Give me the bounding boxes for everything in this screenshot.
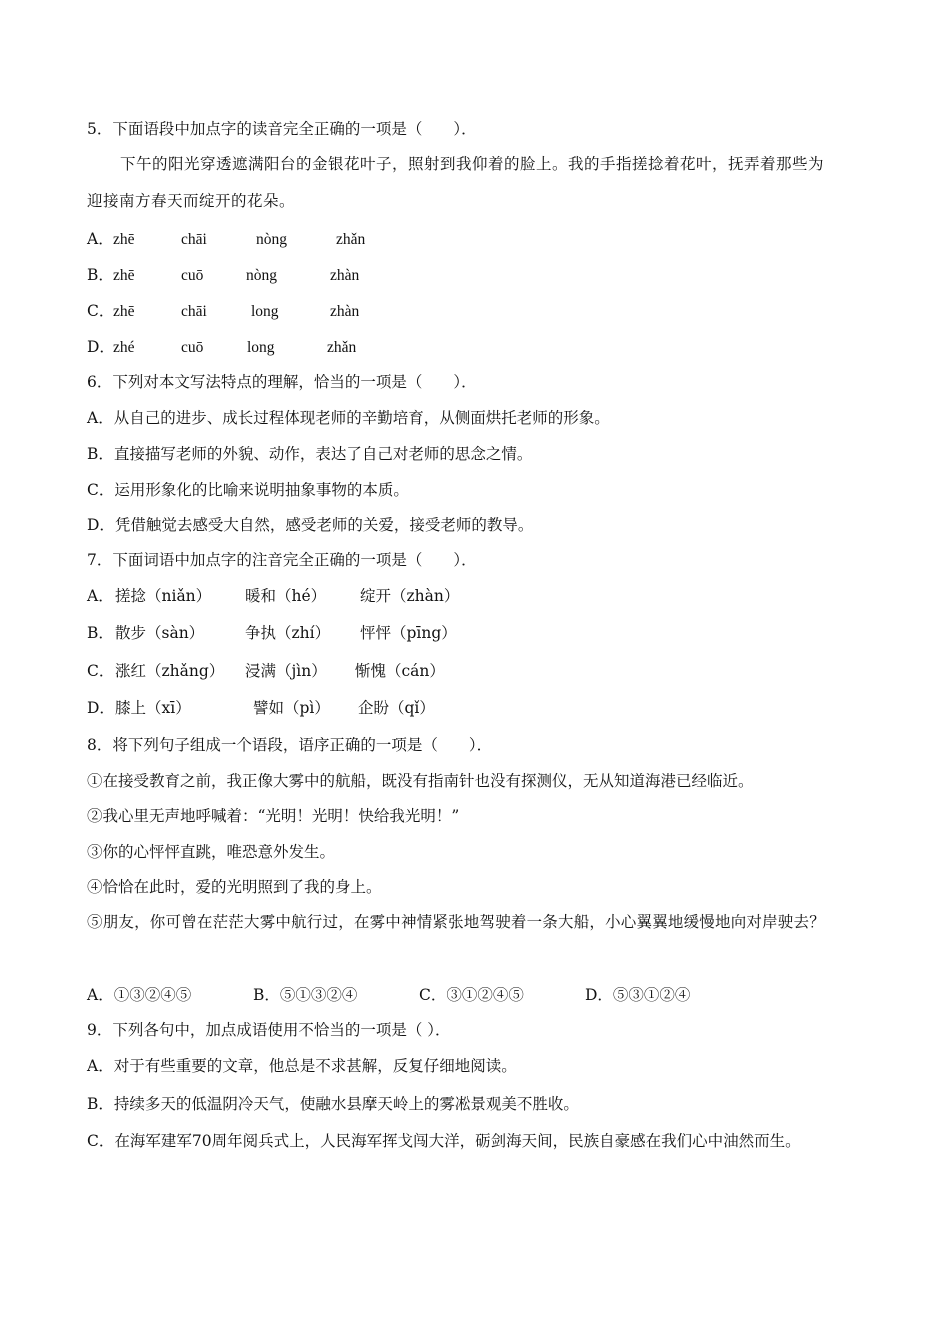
word-item: 绽开（zhàn）	[360, 587, 460, 605]
pinyin: nòng	[256, 231, 287, 248]
option-label: B．	[87, 624, 114, 642]
pinyin: zhǎn	[336, 231, 366, 248]
pinyin: chāi	[181, 231, 207, 248]
q9-option-b: B．持续多天的低温阴冷天气，使融水县摩天岭上的雾凇景观美不胜收。	[87, 1095, 579, 1113]
option-label: C．	[87, 662, 115, 680]
word-item: 企盼（qǐ）	[358, 699, 435, 717]
pinyin: zhē	[113, 303, 135, 320]
q8-stem: 8．将下列句子组成一个语段，语序正确的一项是（ ）．	[87, 736, 493, 754]
q7-option-b	[87, 622, 890, 644]
word-item: 惭愧（cán）	[355, 662, 445, 680]
pinyin: long	[247, 339, 275, 356]
answer-option: A．①③②④⑤	[87, 986, 192, 1004]
q8-sentence-4: ④恰恰在此时，爱的光明照到了我的身上。	[87, 878, 382, 896]
option-label: D．	[87, 338, 115, 356]
q5-option-d	[87, 336, 890, 359]
q6-option-b: B．直接描写老师的外貌、动作，表达了自己对老师的思念之情。	[87, 445, 533, 463]
q7-stem: 7．下面词语中加点字的注音完全正确的一项是（ ）．	[87, 551, 477, 569]
pinyin: zhàn	[330, 303, 360, 320]
word-item: 涨红（zhǎng）	[115, 662, 225, 680]
q5-option-c	[87, 300, 890, 323]
pinyin: long	[251, 303, 279, 320]
pinyin: zhē	[113, 267, 135, 284]
q8-sentence-2: ②我心里无声地呼喊着：“光明！光明！快给我光明！”	[87, 807, 460, 825]
word-item: 散步（sàn）	[115, 624, 205, 642]
answer-option: C．③①②④⑤	[419, 986, 524, 1004]
q9-option-a: A．对于有些重要的文章，他总是不求甚解，反复仔细地阅读。	[87, 1057, 517, 1075]
pinyin: zhǎn	[327, 339, 357, 356]
word-item: 暖和（hé）	[245, 587, 327, 605]
option-label: B．	[87, 266, 114, 284]
q5-passage-line2: 迎接南方春天而绽开的花朵。	[87, 192, 296, 210]
word-item: 争执（zhí）	[245, 624, 331, 642]
q6-option-d: D．凭借触觉去感受大自然，感受老师的关爱，接受老师的教导。	[87, 516, 534, 534]
word-item: 浸满（jìn）	[245, 662, 327, 680]
pinyin: zhē	[113, 231, 135, 248]
word-item: 譬如（pì）	[253, 699, 330, 717]
q5-option-a	[87, 228, 890, 251]
word-item: 搓捻（niǎn）	[115, 587, 212, 605]
q5-option-b	[87, 264, 890, 287]
q7-option-c	[87, 660, 890, 682]
q6-option-a: A．从自己的进步、成长过程体现老师的辛勤培育，从侧面烘托老师的形象。	[87, 409, 610, 427]
word-item: 怦怦（pīng）	[360, 624, 457, 642]
pinyin: chāi	[181, 303, 207, 320]
option-label: A．	[87, 230, 114, 248]
q7-option-d	[87, 697, 890, 719]
option-label: C．	[87, 302, 115, 320]
q6-option-c: C．运用形象化的比喻来说明抽象事物的本质。	[87, 481, 409, 499]
word-item: 膝上（xī）	[115, 699, 191, 717]
pinyin: zhàn	[330, 267, 360, 284]
answer-option: B．⑤①③②④	[253, 986, 358, 1004]
q8-answers	[87, 984, 890, 1006]
q6-stem: 6．下列对本文写法特点的理解，恰当的一项是（ ）．	[87, 373, 477, 391]
q9-stem: 9．下列各句中，加点成语使用不恰当的一项是（ ）．	[87, 1021, 451, 1039]
pinyin: nòng	[246, 267, 277, 284]
pinyin: cuō	[181, 267, 204, 284]
q7-option-a	[87, 585, 890, 607]
q8-sentence-5: ⑤朋友，你可曾在茫茫大雾中航行过，在雾中神情紧张地驾驶着一条大船，小心翼翼地缓慢地向对岸驶去？	[87, 913, 825, 931]
answer-option: D．⑤③①②④	[585, 986, 691, 1004]
q5-passage-line1: 下午的阳光穿透遮满阳台的金银花叶子，照射到我仰着的脸上。我的手指搓捻着花叶，抚弄着那些为	[120, 155, 825, 173]
q5-stem: 5．下面语段中加点字的读音完全正确的一项是（ ）．	[87, 120, 477, 138]
pinyin: cuō	[181, 339, 204, 356]
q8-sentence-1: ①在接受教育之前，我正像大雾中的航船，既没有指南针也没有探测仪，无从知道海港已经临近。	[87, 772, 754, 790]
option-label: A．	[87, 587, 114, 605]
pinyin: zhé	[113, 339, 135, 356]
q9-option-c: C．在海军建军70周年阅兵式上，人民海军挥戈闯大洋，砺剑海天间，民族自豪感在我们心中油然而生。	[87, 1132, 801, 1150]
option-label: D．	[87, 699, 115, 717]
q8-sentence-3: ③你的心怦怦直跳，唯恐意外发生。	[87, 843, 336, 861]
